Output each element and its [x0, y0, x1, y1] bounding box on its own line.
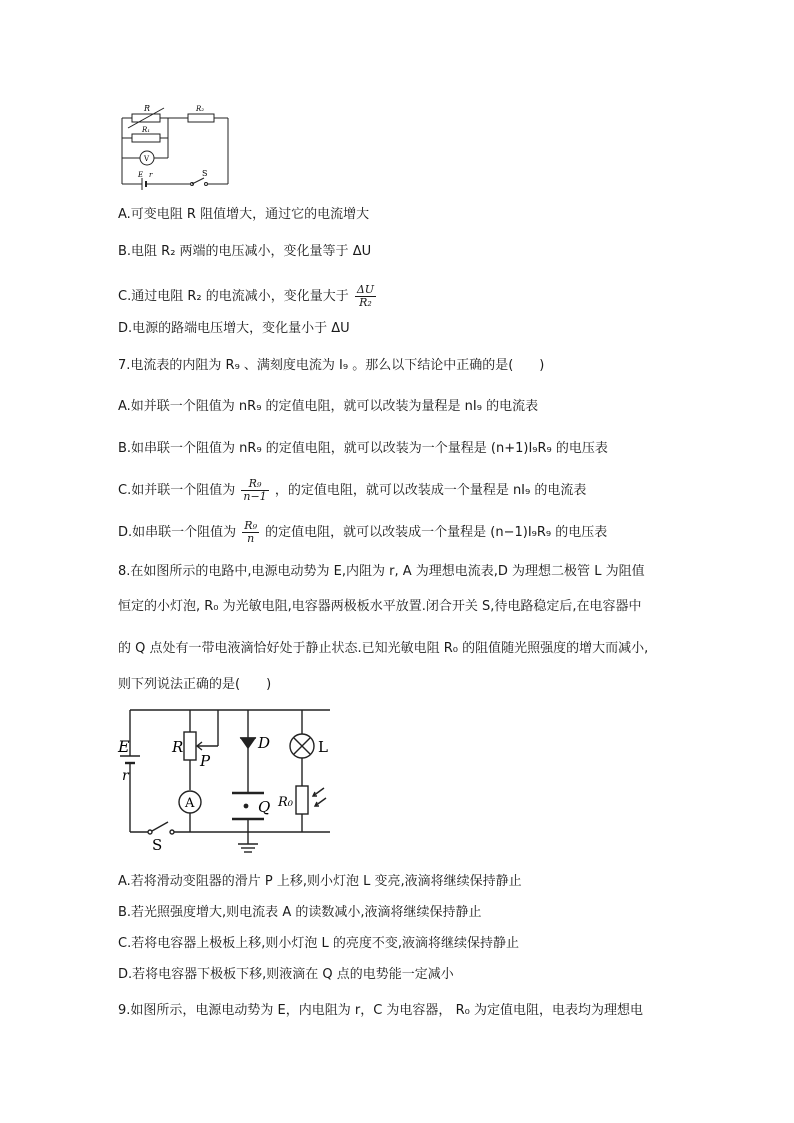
q6-option-c-text: C.通过电阻 R₂ 的电流减小，变化量大于 [118, 289, 349, 304]
fraction-numerator: ΔU [356, 283, 375, 296]
q6-option-a: A.可变电阻 R 阻值增大，通过它的电流增大 [118, 207, 370, 222]
q7-option-d-text: D.如串联一个阻值为 [118, 525, 237, 540]
label-S: S [152, 836, 163, 854]
label-Q: Q [258, 798, 271, 816]
q7-option-d-text-end: 的定值电阻，就可以改装成一个量程是 (n−1)I₉R₉ 的电压表 [265, 525, 608, 540]
label-E: E [138, 171, 144, 179]
q7-option-b: B.如串联一个阻值为 nR₉ 的定值电阻，就可以改装为一个量程是 (n+1)I₉R₉ 的电压表 [118, 441, 608, 456]
label-E: E [118, 737, 130, 756]
q7-option-c-fraction [241, 478, 268, 503]
q6-option-b: B.电阻 R₂ 两端的电压减小，变化量等于 ΔU [118, 244, 372, 259]
q6-option-c-fraction [355, 284, 376, 309]
label-r: r [122, 768, 129, 784]
q7-option-c [118, 478, 586, 503]
label-P: P [200, 752, 211, 770]
q7-option-d [118, 520, 607, 545]
fraction-numerator: R₉ [244, 519, 257, 532]
fraction-numerator: R₉ [241, 478, 268, 491]
q7-option-c-text: C.如并联一个阻值为 [118, 483, 236, 498]
fraction-denominator: n−1 [243, 490, 267, 503]
q7-option-a: A.如并联一个阻值为 nR₉ 的定值电阻，就可以改装为量程是 nI₉ 的电流表 [118, 399, 539, 414]
label-r: r [149, 171, 153, 179]
fraction-denominator: n [247, 532, 255, 545]
label-L: L [318, 738, 328, 756]
q8-stem-line-3: 的 Q 点处有一带电液滴恰好处于静止状态.已知光敏电阻 R₀ 的阻值随光照强度的增大而减小, [118, 641, 649, 656]
q7-option-c-text-end: ，的定值电阻，就可以改装成一个量程是 nI₉ 的电流表 [274, 483, 587, 498]
q8-stem-line-2: 恒定的小灯泡, R₀ 为光敏电阻,电容器两极板水平放置.闭合开关 S,待电路稳定后,在电容器中 [118, 599, 642, 614]
q8-option-c: C.若将电容器上极板上移,则小灯泡 L 的亮度不变,液滴将继续保持静止 [118, 936, 519, 951]
q6-option-c [118, 284, 378, 309]
label-R: R [172, 738, 184, 756]
fraction-denominator: R₂ [359, 296, 372, 309]
label-D: D [258, 734, 271, 752]
label-R0: R₀ [278, 795, 293, 810]
label-R2: R₂ [196, 105, 205, 113]
q7-option-d-fraction [242, 520, 259, 545]
circuit-figure-2 [112, 700, 342, 864]
label-R1: R₁ [142, 126, 151, 134]
q8-stem-line-4: 则下列说法正确的是( ) [118, 677, 272, 692]
label-V: V [144, 155, 150, 163]
q9-stem: 9.如图所示，电源电动势为 E，内电阻为 r，C 为电容器， R₀ 为定值电阻，电表均为理想电 [118, 1003, 643, 1018]
q8-option-b: B.若光照强度增大,则电流表 A 的读数减小,液滴将继续保持静止 [118, 905, 482, 920]
q8-option-d: D.若将电容器下极板下移,则液滴在 Q 点的电势能一定减小 [118, 967, 454, 982]
q8-stem-line-1: 8.在如图所示的电路中,电源电动势为 E,内阻为 r, A 为理想电流表,D 为理想二极管 L 为阻值 [118, 564, 645, 579]
label-S: S [202, 169, 208, 178]
label-R: R [144, 104, 151, 113]
q6-option-d: D.电源的路端电压增大，变化量小于 ΔU [118, 321, 350, 336]
circuit-figure-1 [118, 100, 238, 196]
q8-option-a: A.若将滑动变阻器的滑片 P 上移,则小灯泡 L 变亮,液滴将继续保持静止 [118, 874, 522, 889]
label-A: A [185, 796, 195, 811]
q7-stem: 7.电流表的内阻为 R₉ 、满刻度电流为 I₉ 。那么以下结论中正确的是( ) [118, 358, 545, 373]
